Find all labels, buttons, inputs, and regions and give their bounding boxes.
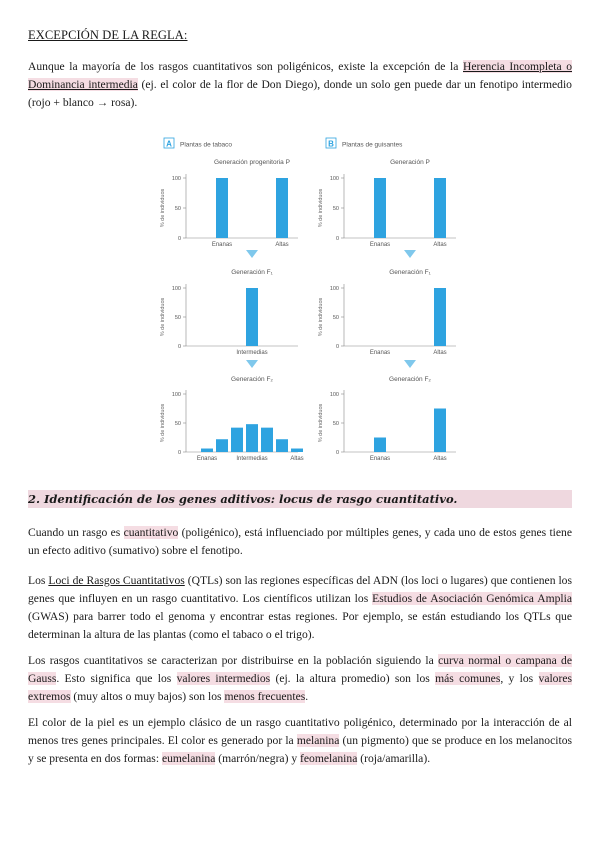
down-arrow-icon xyxy=(246,360,258,368)
x-tick-label: Enanas xyxy=(196,456,218,462)
x-tick-label: Altas xyxy=(290,456,304,462)
y-tick-label: 100 xyxy=(329,286,339,292)
y-tick-label: 0 xyxy=(335,236,339,242)
highlight-melanina: melanina xyxy=(296,734,340,747)
bar xyxy=(216,439,228,452)
down-arrow-icon xyxy=(404,360,416,368)
down-arrow-icon xyxy=(246,250,258,258)
gen-f1-title-a: Generación F₁ xyxy=(231,269,273,276)
paragraph-exception: Aunque la mayoría de los rasgos cuantitativos son poligénicos, existe la excepción de la Herencia Incompleta o Dominancia intermedia (ej. el color de la flor de Don Diego), donde un solo gen puede dar un fenotipo intermedio (rojo + blanco → rosa). xyxy=(28,60,572,109)
y-tick-label: 0 xyxy=(177,236,181,242)
y-tick-label: 100 xyxy=(329,176,339,182)
highlight-mas-comunes: más comunes xyxy=(435,672,501,685)
gen-f1-title-b: Generación F₁ xyxy=(389,269,431,276)
gen-p-title-a: Generación progenitoria P xyxy=(214,159,290,166)
highlight-valores-extremos: valores extremos xyxy=(28,672,572,703)
bar xyxy=(434,288,446,346)
x-tick-label: Altas xyxy=(275,242,289,248)
y-tick-label: 100 xyxy=(171,392,181,398)
highlight-herencia-incompleta: Herencia Incompleta o Dominancia intermedia xyxy=(28,60,572,91)
y-tick-label: 50 xyxy=(332,206,339,212)
gen-p-title-b: Generación P xyxy=(390,159,430,166)
bar xyxy=(276,178,288,238)
y-axis-label: % de individuos xyxy=(160,403,166,443)
y-axis-label: % de individuos xyxy=(318,188,324,228)
paragraph-piel: El color de la piel es un ejemplo clásico de un rasgo cuantitativo poligénico, determinado por la interacción de al menos tres genes principales. El color es generado por la melanina (un pigmento) que se produce en los melanocitos y se presenta en dos formas: eumelanina (marrón/negra) y feomelanina (roja/amarilla). xyxy=(28,716,572,765)
x-tick-label: Enanas xyxy=(369,456,391,462)
bar xyxy=(434,178,446,238)
highlight-valores-intermedios: valores intermedios xyxy=(176,672,271,685)
x-tick-label: Altas xyxy=(433,242,447,248)
paragraph-gauss: Los rasgos cuantitativos se caracterizan por distribuirse en la población siguiendo la curva normal o campana de Gauss. Esto significa que los valores intermedios (ej. la altura promedio) son los más comunes, y los valores extremos (muy altos o muy bajos) son los menos frecuentes. xyxy=(28,654,572,703)
y-tick-label: 100 xyxy=(171,286,181,292)
bar xyxy=(231,428,243,452)
x-tick-label: Enanas xyxy=(369,242,391,248)
panel-a-title: Plantas de tabaco xyxy=(180,141,233,149)
highlight-menos-frecuentes: menos frecuentes xyxy=(224,690,306,703)
bar xyxy=(434,409,446,453)
heredity-figure xyxy=(140,132,456,466)
highlight-cuantitativo: cuantitativo xyxy=(123,526,179,539)
bar xyxy=(216,178,228,238)
y-tick-label: 0 xyxy=(177,344,181,350)
y-tick-label: 50 xyxy=(174,206,181,212)
x-tick-label: Enanas xyxy=(211,242,233,248)
down-arrow-icon xyxy=(404,250,416,258)
y-tick-label: 0 xyxy=(335,344,339,350)
highlight-feomelanina: feomelanina xyxy=(300,752,358,765)
bar xyxy=(374,178,386,238)
bar xyxy=(261,428,273,452)
y-tick-label: 50 xyxy=(174,315,181,321)
bar xyxy=(291,449,303,452)
section-title-qtl: 2. Identificación de los genes aditivos: locus de rasgo cuantitativo. xyxy=(28,490,572,508)
panel-b-title: Plantas de guisantes xyxy=(342,141,403,149)
y-tick-label: 50 xyxy=(174,421,181,427)
highlight-gwas: Estudios de Asociación Genómica Amplia xyxy=(372,592,572,605)
y-tick-label: 50 xyxy=(332,315,339,321)
y-tick-label: 50 xyxy=(332,421,339,427)
underline-loci: Loci de Rasgos Cuantitativos xyxy=(48,574,185,587)
gen-f2-title-a: Generación F₂ xyxy=(231,376,273,383)
bar xyxy=(246,288,258,346)
x-tick-label: Altas xyxy=(433,456,447,462)
y-axis-label: % de individuos xyxy=(318,297,324,337)
bar xyxy=(374,438,386,453)
panel-a-letter: A xyxy=(166,139,172,149)
y-axis-label: % de individuos xyxy=(318,403,324,443)
paragraph-qtls: Los Loci de Rasgos Cuantitativos (QTLs) son las regiones específicas del ADN (los loci o lugares) que contienen los genes que influyen en un rasgo cuantitativo. Los científicos utilizan los Estudios de Asociación Genómica Amplia (GWAS) para barrer todo el genoma y encontrar estas regiones. Por ejemplo, se están estudiando los QTLs que determinan la altura de las plantas (como el tabaco o el trigo). xyxy=(28,574,572,641)
y-tick-label: 100 xyxy=(171,176,181,182)
panel-b-letter: B xyxy=(328,139,334,149)
y-tick-label: 0 xyxy=(335,450,339,456)
x-tick-label: Enanas xyxy=(369,350,391,356)
x-tick-label: Intermedias xyxy=(236,456,268,462)
y-axis-label: % de individuos xyxy=(160,188,166,228)
paragraph-cuantitativo: Cuando un rasgo es cuantitativo (poligénico), está influenciado por múltiples genes, y cada uno de estos genes tiene un efecto aditivo (sumativo) sobre el fenotipo. xyxy=(28,526,572,557)
highlight-eumelanina: eumelanina xyxy=(161,752,216,765)
y-tick-label: 0 xyxy=(177,450,181,456)
bar xyxy=(276,439,288,452)
y-tick-label: 100 xyxy=(329,392,339,398)
bar xyxy=(201,449,213,452)
rule-exception-heading: EXCEPCIÓN DE LA REGLA: xyxy=(28,28,188,42)
x-tick-label: Intermedias xyxy=(236,350,268,356)
x-tick-label: Altas xyxy=(433,350,447,356)
gen-f2-title-b: Generación F₂ xyxy=(389,376,431,383)
y-axis-label: % de individuos xyxy=(160,297,166,337)
highlight-curva-normal: curva normal o campana de Gauss xyxy=(28,654,572,685)
bar xyxy=(246,424,258,452)
